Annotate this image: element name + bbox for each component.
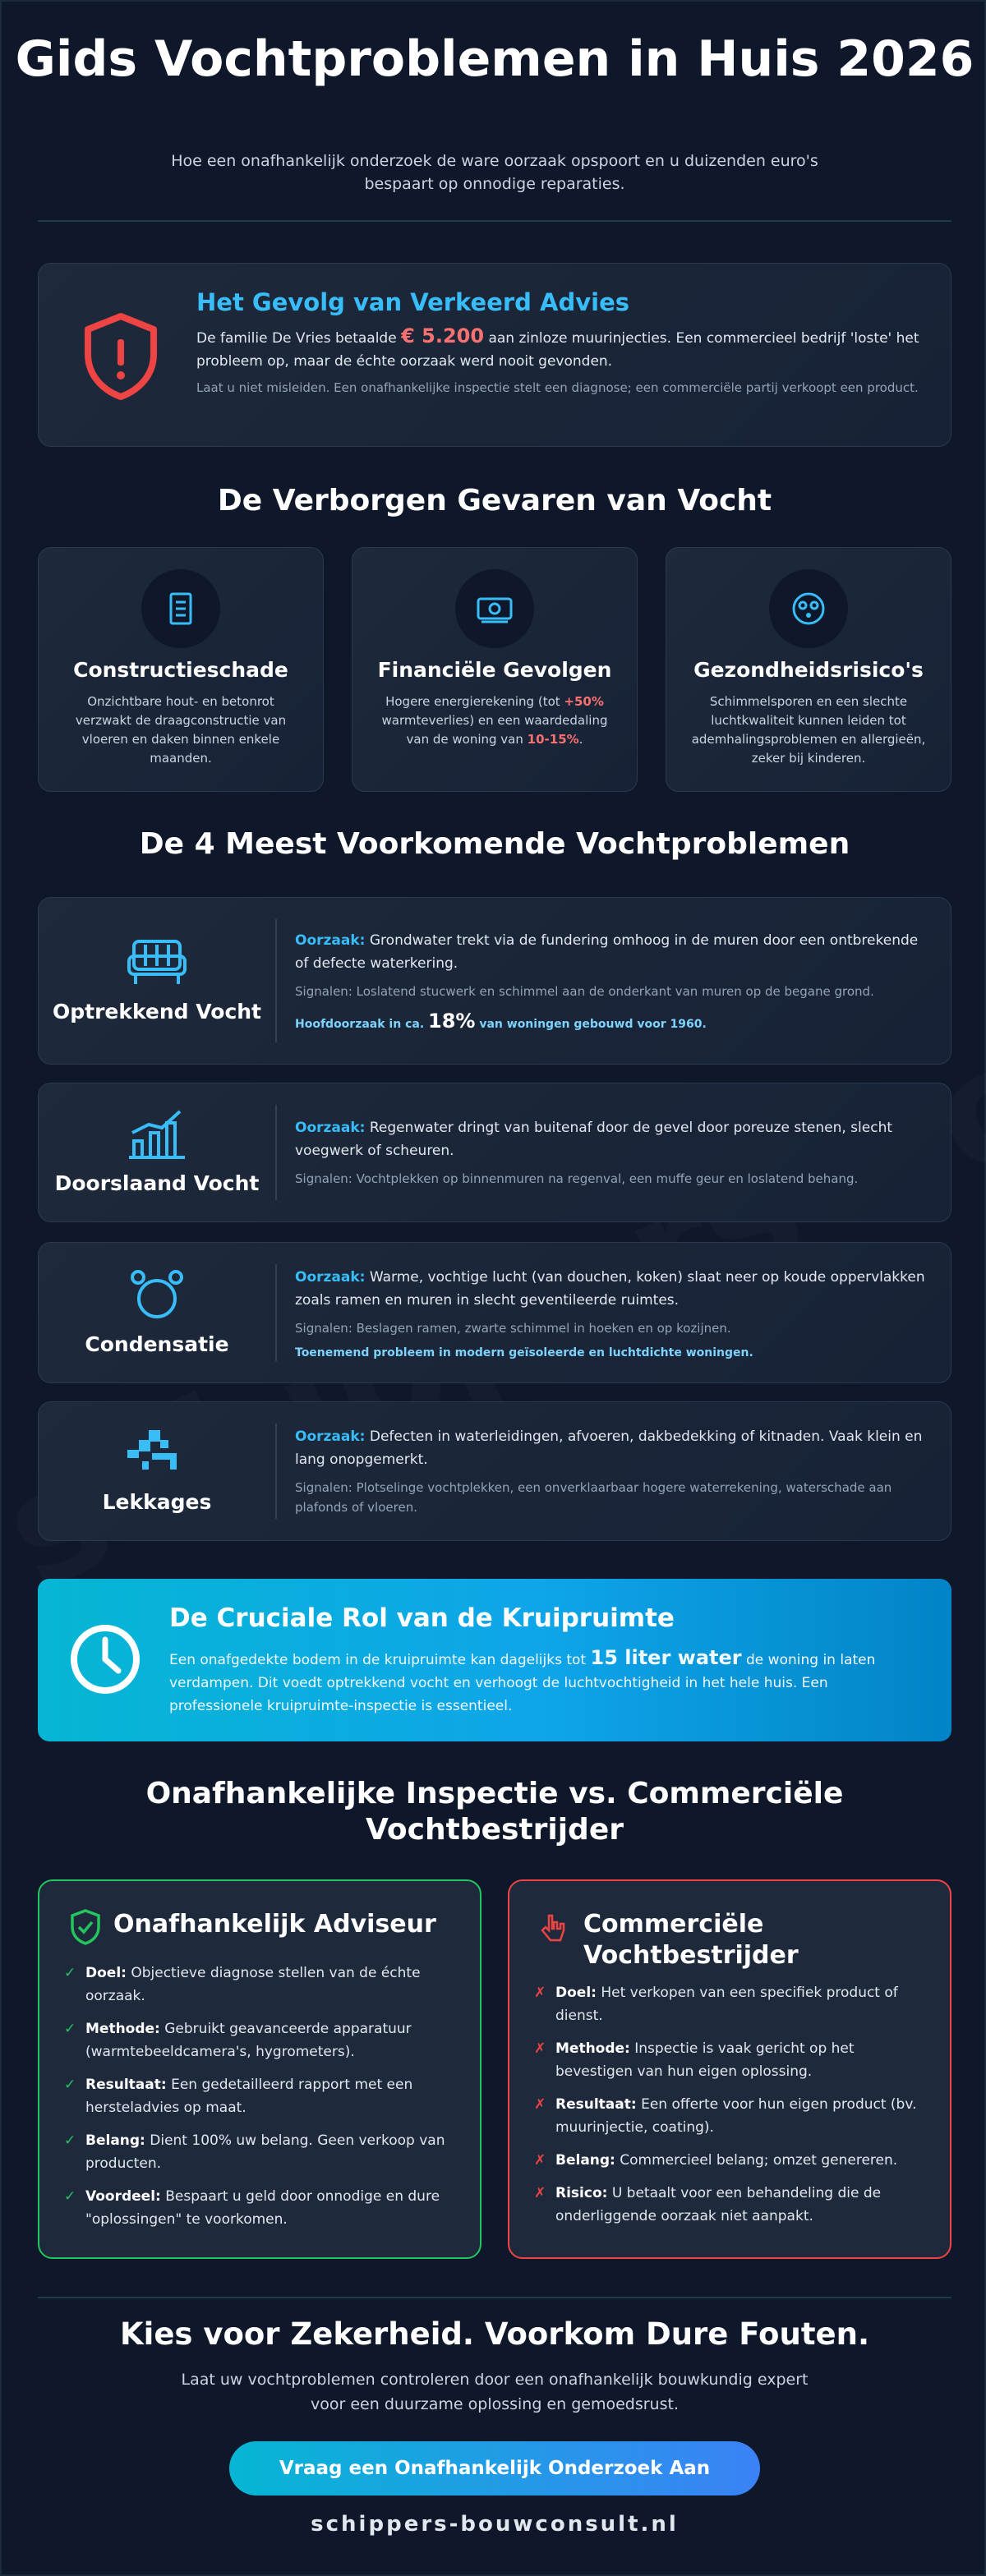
list-item: ✗ Methode: Inspectie is vaak gericht op het bevestigen van hun eigen oplossing. bbox=[534, 2040, 855, 2080]
warning-amount: € 5.200 bbox=[401, 324, 485, 347]
danger-card-financial bbox=[352, 547, 638, 792]
lungs-icon bbox=[769, 569, 848, 648]
list-item: ✗ Risico: U betaalt voor een behandeling die de onderliggende oorzaak niet aanpakt. bbox=[534, 2185, 882, 2224]
problem-cause: Oorzaak: Grondwater trekt via de fundering omhoog in de muren door een ontbrekende of defecte waterkering. bbox=[295, 932, 919, 972]
crawlspace-text: Een onafgedekte bodem in de kruipruimte kan dagelijks tot 15 liter water de woning in laten verdampen. Dit voedt optrekkend vocht en verhoogt de luchtvochtigheid in het hele huis. Een professionele kruipruimte-inspectie is essentieel. bbox=[169, 1646, 876, 1714]
page-subtitle: Hoe een onafhankelijk onderzoek de ware oorzaak opspoort en u duizenden euro's bespaart op onnodige reparaties. bbox=[171, 152, 818, 193]
commercial-title: Commerciële Vochtbestrijder bbox=[583, 1910, 799, 1970]
warning-text: De familie De Vries betaalde € 5.200 aan zinloze muurinjecties. Een commercieel bedrijf 'loste' het probleem op, maar de échte oorzaak werd nooit gevonden. bbox=[196, 324, 919, 370]
website-link[interactable]: schippers-bouwconsult.nl bbox=[311, 2512, 679, 2537]
list-item: ✓ Belang: Dient 100% uw belang. Geen verkoop van producten. bbox=[64, 2132, 445, 2172]
pipes-icon bbox=[124, 1427, 190, 1483]
problem-note: Hoofdoorzaak in ca. 18% van woningen gebouwd voor 1960. bbox=[295, 1010, 707, 1033]
comparison-title: Onafhankelijke Inspectie vs. Commerciële Vochtbestrijder bbox=[145, 1777, 844, 1847]
crawlspace-banner bbox=[38, 1579, 951, 1741]
problem-name: Condensatie bbox=[85, 1332, 229, 1356]
shield-check-icon bbox=[67, 1907, 104, 1950]
danger-text: Hogere energierekening (tot +50% warmteverlies) en een waardedaling van de woning van 10-15%. bbox=[381, 694, 608, 747]
problem-card-condensation bbox=[38, 1242, 951, 1383]
building-icon bbox=[141, 569, 220, 648]
danger-card-construction bbox=[38, 547, 324, 792]
danger-title: Gezondheidsrisico's bbox=[693, 658, 924, 682]
warning-note: Laat u niet misleiden. Een onafhankelijke inspectie stelt een diagnose; een commerciële partij verkoopt een product. bbox=[196, 380, 919, 395]
problem-name: Optrekkend Vocht bbox=[52, 1000, 262, 1024]
request-inspection-button[interactable]: Vraag een Onafhankelijk Onderzoek Aan bbox=[229, 2441, 760, 2496]
warning-card bbox=[38, 263, 951, 447]
clock-icon bbox=[67, 1622, 143, 1697]
problem-signals: Signalen: Beslagen ramen, zwarte schimmel in hoeken en op kozijnen. bbox=[295, 1321, 731, 1336]
divider bbox=[275, 1264, 277, 1361]
problem-signals: Signalen: Loslatend stucwerk en schimmel aan de onderkant van muren op de begane grond. bbox=[295, 984, 874, 999]
problem-card-rising-damp bbox=[38, 897, 951, 1065]
danger-title: Constructieschade bbox=[73, 658, 288, 682]
list-item: ✗ Resultaat: Een offerte voor hun eigen product (bv. muurinjectie, coating). bbox=[534, 2096, 917, 2136]
problems-title: De 4 Meest Voorkomende Vochtproblemen bbox=[139, 827, 850, 861]
divider bbox=[275, 1105, 277, 1200]
commercial-card bbox=[508, 1879, 951, 2259]
danger-card-health bbox=[666, 547, 951, 792]
list-item: ✗ Belang: Commercieel belang; omzet genereren. bbox=[534, 2152, 898, 2169]
footer-title: Kies voor Zekerheid. Voorkom Dure Fouten. bbox=[119, 2316, 869, 2352]
page-title: Gids Vochtproblemen in Huis 2026 bbox=[15, 30, 974, 88]
list-item: ✓ Resultaat: Een gedetailleerd rapport met een hersteladvies op maat. bbox=[64, 2077, 413, 2116]
independent-list bbox=[64, 1962, 455, 2241]
commercial-list bbox=[534, 1981, 925, 2238]
hand-money-icon bbox=[539, 1912, 569, 1948]
divider bbox=[38, 220, 951, 222]
shield-exclamation-icon bbox=[71, 306, 170, 405]
crawlspace-title: De Cruciale Rol van de Kruipruimte bbox=[169, 1603, 675, 1633]
problem-cause: Oorzaak: Defecten in waterleidingen, afvoeren, dakbedekking of kitnaden. Vaak klein en lang onopgemerkt. bbox=[295, 1428, 923, 1468]
problem-card-leakages bbox=[38, 1401, 951, 1541]
dangers-title: De Verborgen Gevaren van Vocht bbox=[217, 484, 772, 518]
danger-title: Financiële Gevolgen bbox=[377, 658, 612, 682]
problem-cause: Oorzaak: Warme, vochtige lucht (van douchen, koken) slaat neer op koude oppervlakken zoals ramen en muren in slecht geventileerde ruimtes. bbox=[295, 1269, 925, 1309]
independent-card bbox=[38, 1879, 481, 2259]
problem-name: Doorslaand Vocht bbox=[54, 1171, 260, 1195]
problem-card-penetrating-damp bbox=[38, 1083, 951, 1222]
danger-text: Onzichtbare hout- en betonrot verzwakt de draagconstructie van vloeren en daken binnen enkele maanden. bbox=[75, 694, 287, 766]
list-item: ✓ Voordeel: Bespaart u geld door onnodige en dure "oplossingen" te voorkomen. bbox=[64, 2188, 440, 2228]
condensation-icon bbox=[128, 1267, 186, 1325]
list-item: ✓ Methode: Gebruikt geavanceerde apparatuur (warmtebeeldcamera's, hygrometers). bbox=[64, 2021, 412, 2060]
problem-name: Lekkages bbox=[102, 1490, 212, 1514]
divider bbox=[275, 1424, 277, 1519]
footer-text: Laat uw vochtproblemen controleren door een onafhankelijk bouwkundig expert voor een duurzame oplossing en gemoedsrust. bbox=[181, 2371, 809, 2413]
divider bbox=[275, 919, 277, 1042]
problem-signals: Signalen: Plotselinge vochtplekken, een onverklaarbaar hogere waterrekening, waterschade aan plafonds of vloeren. bbox=[295, 1480, 892, 1515]
chart-rising-icon bbox=[126, 1108, 188, 1164]
list-item: ✗ Doel: Het verkopen van een specifiek product of dienst. bbox=[534, 1985, 898, 2024]
independent-title: Onafhankelijk Adviseur bbox=[113, 1910, 436, 1939]
problem-cause: Oorzaak: Regenwater dringt van buitenaf door de gevel door poreuze stenen, slecht voegwerk of scheuren. bbox=[295, 1120, 893, 1159]
problem-note: Toenemend probleem in modern geïsoleerde en luchtdichte woningen. bbox=[295, 1346, 753, 1359]
danger-text: Schimmelsporen en een slechte luchtkwaliteit kunnen leiden tot ademhalingsproblemen en allergieën, zeker bij kinderen. bbox=[691, 694, 926, 766]
problem-signals: Signalen: Vochtplekken op binnenmuren na regenval, een muffe geur en loslatend behang. bbox=[295, 1171, 859, 1186]
money-icon bbox=[455, 569, 534, 648]
sofa-icon bbox=[126, 936, 188, 992]
warning-title: Het Gevolg van Verkeerd Advies bbox=[196, 288, 630, 316]
divider bbox=[38, 2297, 951, 2298]
list-item: ✓ Doel: Objectieve diagnose stellen van de échte oorzaak. bbox=[64, 1965, 421, 2004]
